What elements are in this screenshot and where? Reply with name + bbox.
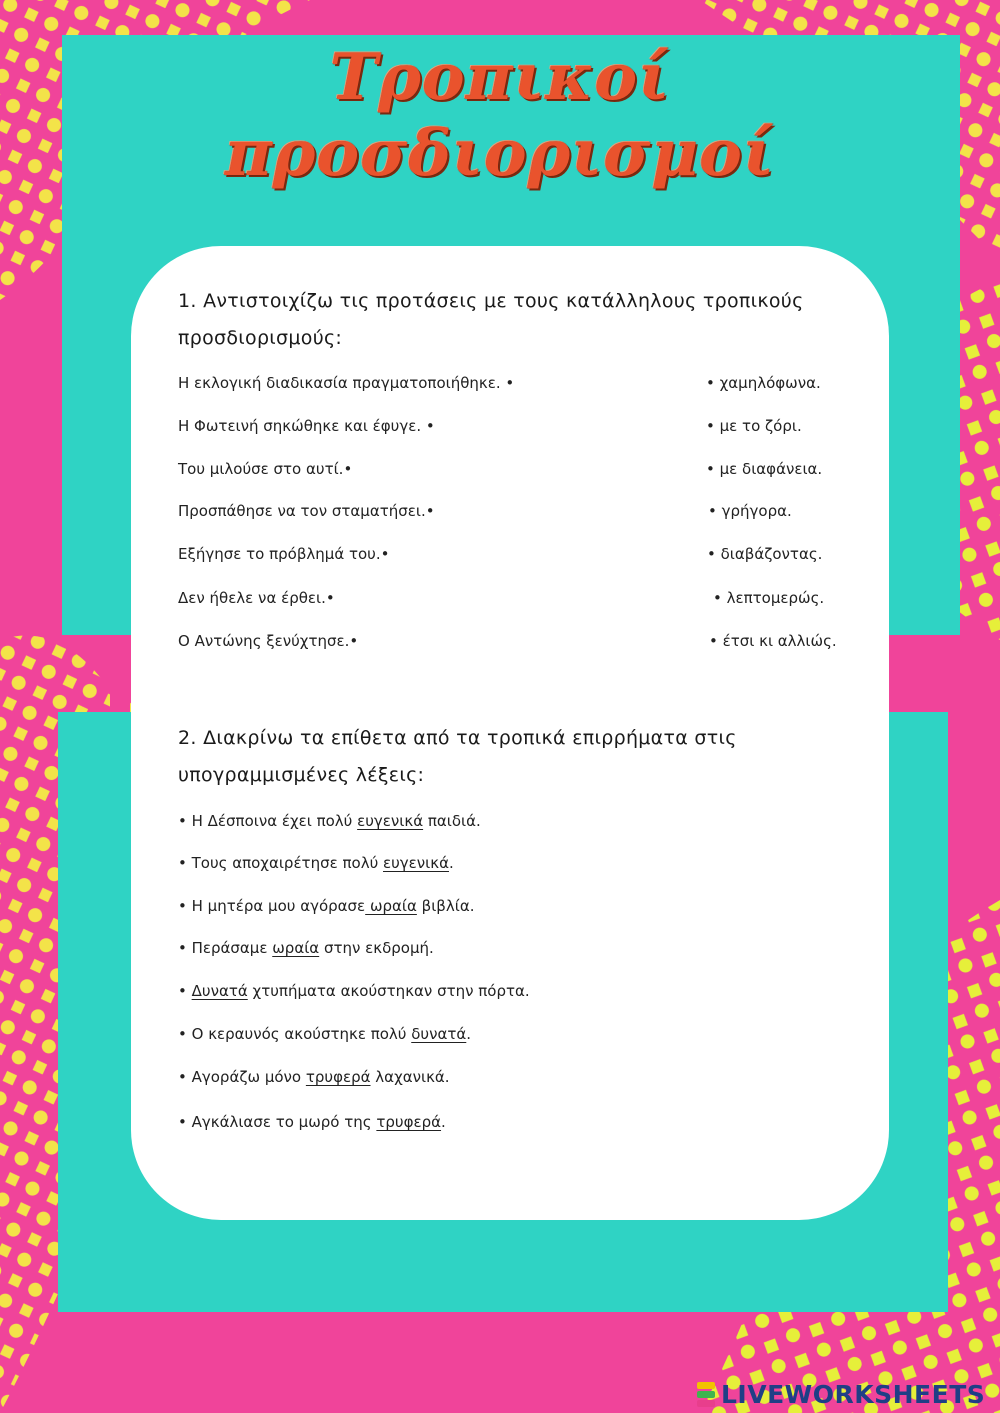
title-line-1: Τροπικοί xyxy=(329,40,671,115)
item-text: χτυπήματα ακούστηκαν στην πόρτα. xyxy=(247,982,530,1000)
underlined-word[interactable]: τρυφερά xyxy=(376,1113,442,1131)
list-item xyxy=(178,1025,471,1043)
underlined-word[interactable]: Δυνατά xyxy=(191,982,248,1000)
section2-heading-line-2: υπογραμμισμένες λέξεις: xyxy=(178,764,425,786)
match-left-4[interactable]: Προσπάθησε να τον σταματήσει.• xyxy=(178,502,435,520)
match-right-4[interactable]: • γρήγορα. xyxy=(708,502,792,520)
match-right-6[interactable]: • λεπτομερώς. xyxy=(713,589,825,607)
list-item xyxy=(178,1068,450,1086)
item-text: βιβλία. xyxy=(416,897,475,915)
title-line-2: προσδιορισμοί xyxy=(225,116,775,191)
item-text: • Ο κεραυνός ακούστηκε πολύ xyxy=(178,1025,412,1043)
underlined-word[interactable]: ωραία xyxy=(272,939,320,957)
item-text: • Η μητέρα μου αγόρασε xyxy=(178,897,366,915)
underlined-word[interactable]: ευγενικά xyxy=(383,854,449,872)
item-text: • Τους αποχαιρέτησε πολύ xyxy=(178,854,384,872)
match-right-5[interactable]: • διαβάζοντας. xyxy=(707,545,823,563)
match-left-2[interactable]: Η Φωτεινή σηκώθηκε και έφυγε. • xyxy=(178,417,435,435)
match-right-1[interactable]: • χαμηλόφωνα. xyxy=(706,374,821,392)
match-right-7[interactable]: • έτσι κι αλλιώς. xyxy=(709,632,837,650)
section2-heading-line-1: 2. Διακρίνω τα επίθετα από τα τροπικά επιρρήματα στις xyxy=(178,727,737,749)
list-item xyxy=(178,1113,446,1131)
list-item xyxy=(178,897,474,915)
item-text: στην εκδρομή. xyxy=(319,939,434,957)
underlined-word[interactable]: ωραία xyxy=(365,897,417,915)
item-text: • xyxy=(178,982,192,1000)
item-text: • Περάσαμε xyxy=(178,939,273,957)
section2-heading xyxy=(178,720,737,794)
match-left-5[interactable]: Εξήγησε το πρόβλημά του.• xyxy=(178,545,390,563)
item-text: . xyxy=(441,1113,446,1131)
item-text: • Αγκάλιασε το μωρό της xyxy=(178,1113,377,1131)
section1-heading-line-1: 1. Αντιστοιχίζω τις προτάσεις με τους κατάλληλους τροπικούς xyxy=(178,290,804,312)
logo-text: LIVEWORKSHEETS xyxy=(721,1379,986,1409)
section1-heading-line-2: προσδιορισμούς: xyxy=(178,327,343,349)
list-item xyxy=(178,939,434,957)
match-left-1[interactable]: Η εκλογική διαδικασία πραγματοποιήθηκε. • xyxy=(178,374,515,392)
liveworksheets-logo-icon xyxy=(697,1381,715,1408)
list-item xyxy=(178,812,481,830)
item-text: • Αγοράζω μόνο xyxy=(178,1068,306,1086)
item-text: • Η Δέσποινα έχει πολύ xyxy=(178,812,358,830)
item-text: . xyxy=(448,854,454,872)
underlined-word[interactable]: ευγενικά xyxy=(357,812,424,830)
item-text: παιδιά. xyxy=(423,812,481,830)
page-title xyxy=(0,40,1000,192)
liveworksheets-logo[interactable] xyxy=(697,1378,985,1410)
section1-heading xyxy=(178,283,804,357)
match-left-7[interactable]: Ο Αντώνης ξενύχτησε.• xyxy=(178,632,359,650)
item-text: λαχανικά. xyxy=(370,1068,450,1086)
match-left-3[interactable]: Του μιλούσε στο αυτί.• xyxy=(178,460,353,478)
item-text: . xyxy=(466,1025,472,1043)
underlined-word[interactable]: δυνατά xyxy=(411,1025,467,1043)
list-item xyxy=(178,854,454,872)
match-right-3[interactable]: • με διαφάνεια. xyxy=(706,460,823,478)
underlined-word[interactable]: τρυφερά xyxy=(305,1068,371,1086)
match-left-6[interactable]: Δεν ήθελε να έρθει.• xyxy=(178,589,335,607)
match-right-2[interactable]: • με το ζόρι. xyxy=(706,417,802,435)
list-item xyxy=(178,982,530,1000)
